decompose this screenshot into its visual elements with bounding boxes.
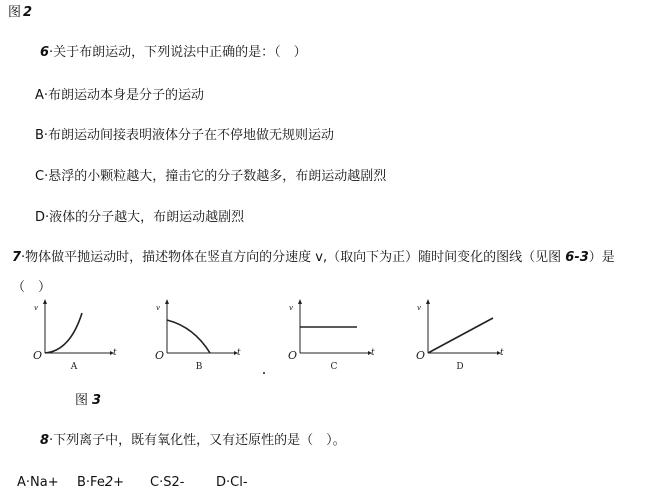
graph-b-curve [167,320,210,353]
velocity-graph-b [152,297,242,372]
figure-3-caption [75,393,101,409]
question-6-stem [40,45,307,61]
question-8-option-b-charge: 2+ [104,475,124,490]
question-6-option-a: A·布朗运动本身是分子的运动 [35,88,205,103]
graph-c-option-label: C [330,362,338,372]
question-7-answer-bracket: （ ） [12,280,52,295]
question-6-option-b: B·布朗运动间接表明液体分子在不停地做无规则运动 [35,128,335,143]
graph-b-v-label: v [156,304,160,312]
figure-3-caption-prefix: 图 [75,393,89,408]
graph-d-t-label: t [500,348,504,358]
velocity-graph-c [285,297,380,372]
graph-a-option-label: A [70,362,78,372]
question-8-option-c: C·S2- [150,475,185,490]
graph-c-v-label: v [289,304,293,312]
graph-b-option-label: B [195,362,203,372]
question-8-option-a: A·Na+ [17,475,59,490]
graph-a-curve [45,313,82,353]
question-8-text: ·下列离子中，既有氧化性，又有还原性的是（ ）。 [49,433,346,448]
graph-d-line [428,318,493,353]
question-8-option-d: D·Cl- [216,475,248,490]
velocity-graph-a [30,297,120,372]
question-8-option-b-prefix: B·Fe [77,475,105,490]
graph-a-v-label: v [34,304,38,312]
question-7-text-part1: ·物体做平抛运动时，描述物体在竖直方向的分速度 v,（取向下为正）随时间变化的图线（见图 [21,250,566,265]
question-6-option-c: C·悬浮的小颗粒越大，撞击它的分子数越多，布朗运动越剧烈 [35,169,387,184]
graph-d-v-label: v [417,304,421,312]
velocity-graph-d [413,297,508,372]
figure-2-caption-number: 2 [23,5,33,20]
graph-d-option-label: D [456,362,464,372]
graph-a-v-arrow [43,299,47,304]
graph-a-origin-label: O [33,349,43,362]
figure-2-caption [8,5,32,21]
graph-c-origin-label: O [288,349,298,362]
question-7-figure-ref: 6-3 [565,250,589,265]
graph-d-v-arrow [426,299,430,304]
question-8-stem [40,433,346,449]
question-7-number: 7 [12,250,22,265]
question-6-option-d: D·液体的分子越大，布朗运动越剧烈 [35,210,245,225]
graph-b-v-arrow [165,299,169,304]
graph-b-origin-label: O [155,349,165,362]
question-7-stem [12,250,615,266]
question-8-option-b [77,475,124,491]
graph-a-t-label: t [113,348,117,358]
question-7-text-part2: ）是 [588,250,615,265]
question-8-number: 8 [40,433,50,448]
graph-c-t-label: t [371,348,375,358]
question-6-number: 6 [40,45,50,60]
graph-d-origin-label: O [416,349,426,362]
stray-dot [263,372,265,374]
question-6-text: ·关于布朗运动，下列说法中正确的是：（ ） [49,45,307,60]
figure-2-caption-prefix: 图 [8,5,22,20]
graph-b-t-label: t [237,348,241,358]
figure-3-caption-number: 3 [92,393,102,408]
graph-c-v-arrow [298,299,302,304]
